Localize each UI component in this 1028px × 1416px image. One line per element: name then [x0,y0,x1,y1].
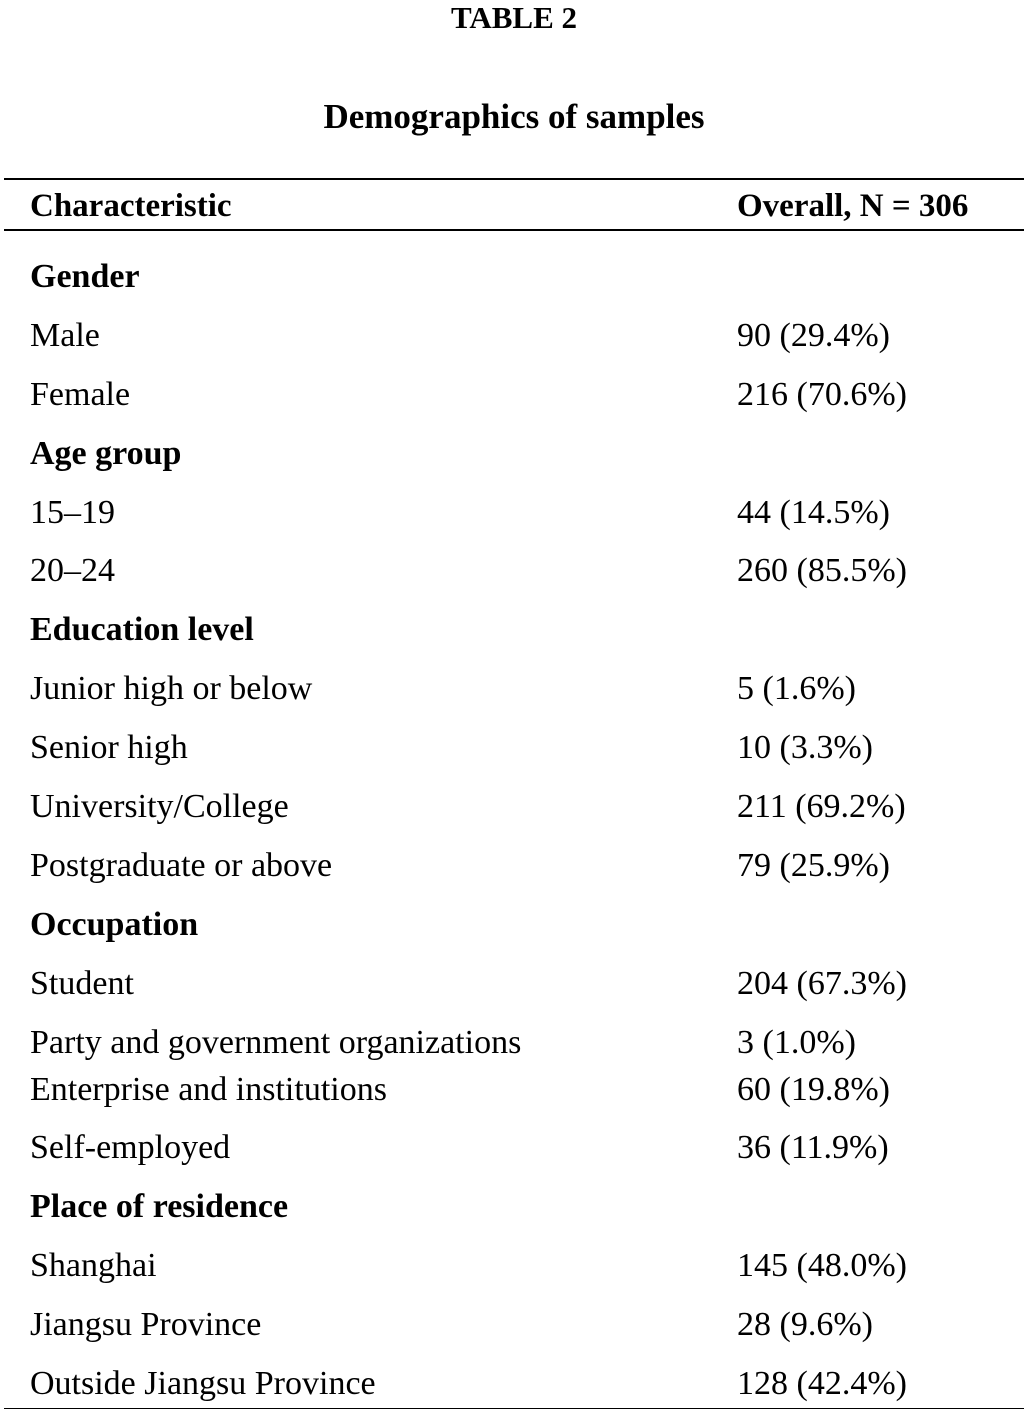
row-value: 5 (1.6%) [737,670,856,708]
row-value: 211 (69.2%) [737,788,906,826]
row-label: 15–19 [30,493,115,531]
header-characteristic: Characteristic [30,188,232,224]
row-label: Self-employed [30,1129,231,1167]
table-row [0,839,1028,898]
row-value: 216 (70.6%) [737,375,907,413]
section-label: Gender [30,258,140,295]
header-overall: Overall, N = 306 [737,188,969,224]
table-row [0,721,1028,780]
table-bottom-rule [4,1408,1024,1409]
table-body [0,250,1028,1416]
row-label: University/College [30,788,289,826]
table-row [0,486,1028,545]
row-value: 3 (1.0%) [737,1023,856,1061]
table-number: TABLE 2 [450,0,578,35]
row-label: Jiangsu Province [30,1306,262,1344]
table-row [0,368,1028,427]
row-label: Senior high [30,729,188,767]
row-label: Enterprise and institutions [30,1070,387,1108]
section-header-row [0,250,1028,309]
row-value: 60 (19.8%) [737,1070,890,1108]
row-value: 44 (14.5%) [737,493,890,531]
table-top-rule [4,178,1024,180]
table-row [0,662,1028,721]
row-label: Shanghai [30,1247,157,1285]
table-header-rule [4,229,1024,231]
table-row [0,780,1028,839]
table-row [0,1298,1028,1357]
row-label: Outside Jiangsu Province [30,1365,376,1403]
section-label: Place of residence [30,1188,289,1226]
row-value: 260 (85.5%) [737,552,907,590]
row-value: 79 (25.9%) [737,846,890,884]
row-value: 10 (3.3%) [737,729,873,767]
table-caption: Demographics of samples [323,97,705,136]
section-label: Occupation [30,905,199,943]
section-label: Education level [30,611,254,649]
table-row [0,1239,1028,1298]
row-label: Student [30,964,134,1002]
section-header-row [0,603,1028,662]
row-value: 28 (9.6%) [737,1306,873,1344]
section-header-row [0,1180,1028,1239]
row-label: Female [30,375,131,413]
row-value: 128 (42.4%) [737,1365,907,1403]
table-row [0,1063,1028,1122]
table-row [0,957,1028,1016]
table-header-row [0,184,1028,228]
row-label: Party and government organizations [30,1023,522,1061]
row-label: Junior high or below [30,670,313,708]
row-value: 204 (67.3%) [737,964,907,1002]
section-header-row [0,898,1028,957]
row-value: 90 (29.4%) [737,316,890,354]
row-label: Male [30,316,100,354]
table-row [0,309,1028,368]
table-row [0,544,1028,603]
row-label: 20–24 [30,552,115,590]
row-label: Postgraduate or above [30,846,333,884]
row-value: 145 (48.0%) [737,1247,907,1285]
table-row [0,1016,1028,1063]
table-row [0,1121,1028,1180]
section-header-row [0,427,1028,486]
section-label: Age group [30,434,182,472]
row-value: 36 (11.9%) [737,1129,889,1167]
